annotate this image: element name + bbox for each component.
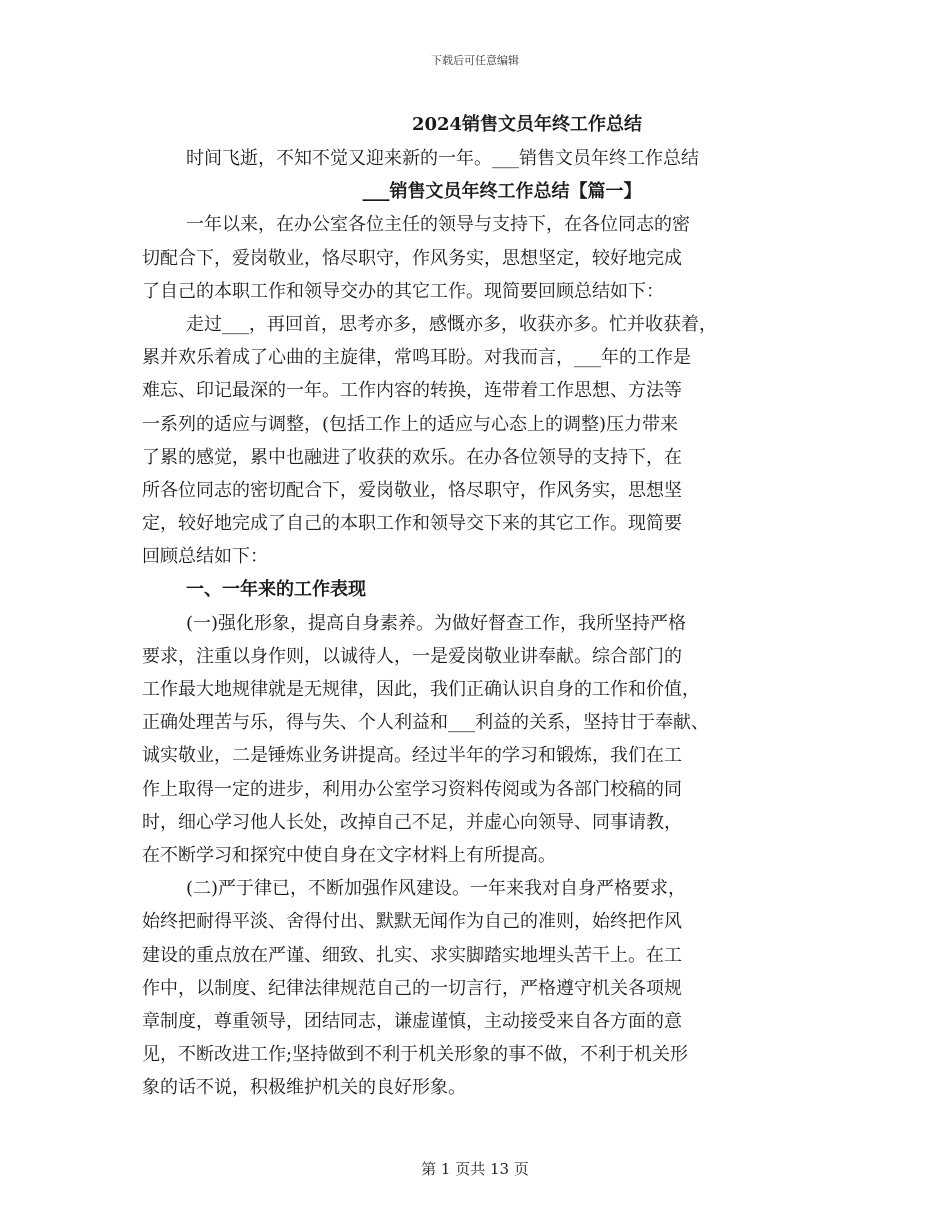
paragraph-line: 切配合下，爱岗敬业，恪尽职守，作风务实，思想坚定，较好地完成	[142, 247, 682, 269]
paragraph-line: 所各位同志的密切配合下，爱岗敬业，恪尽职守，作风务实，思想坚	[142, 479, 682, 501]
paragraph-line: (二)严于律已，不断加强作风建设。一年来我对自身严格要求，	[186, 878, 687, 900]
paragraph-line: 走过___，再回首，思考亦多，感慨亦多，收获亦多。忙并收获着，	[186, 313, 717, 335]
section-heading-work-performance: 一、一年来的工作表现	[186, 579, 366, 601]
document-body	[142, 108, 822, 1104]
paragraph-line: 作中，以制度、纪律法律规范自己的一切言行，严格遵守机关各项规	[142, 977, 682, 999]
intro-line: 时间飞逝，不知不觉又迎来新的一年。___销售文员年终工作总结	[186, 148, 699, 169]
paragraph-line: 定，较好地完成了自己的本职工作和领导交下来的其它工作。现简要	[142, 513, 682, 535]
paragraph-line: 回顾总结如下：	[142, 546, 268, 568]
paragraph-line: 章制度，尊重领导，团结同志，谦虚谨慎，主动接受来自各方面的意	[142, 1010, 682, 1032]
paragraph-line: 作上取得一定的进步，利用办公室学习资料传阅或为各部门校稿的同	[142, 778, 682, 800]
paragraph-line: 累并欢乐着成了心曲的主旋律，常鸣耳盼。对我而言，___年的工作是	[142, 347, 691, 369]
paragraph-line: 工作最大地规律就是无规律，因此，我们正确认识自身的工作和价值，	[142, 679, 700, 700]
paragraph-line: 时，细心学习他人长处，改掉自己不足，并虚心向领导、同事请教，	[142, 811, 682, 833]
paragraph-line: 一系列的适应与调整，(包括工作上的适应与心态上的调整)压力带来	[142, 413, 679, 435]
paragraph-line: 在不断学习和探究中使自身在文字材料上有所提高。	[142, 844, 556, 866]
paragraph-line: (一)强化形象，提高自身素养。为做好督查工作，我所坚持严格	[186, 612, 687, 634]
page-number-indicator: 第 1 页共 13 页	[421, 1160, 529, 1178]
paragraph-line: 诚实敬业，二是锤炼业务讲提高。经过半年的学习和锻炼，我们在工	[142, 745, 682, 767]
paragraph-line: 象的话不说，积极维护机关的良好形象。	[142, 1077, 466, 1099]
paragraph-line: 正确处理苦与乐，得与失、个人利益和___利益的关系，坚持甘于奉献、	[142, 712, 709, 734]
paragraph-line: 了自己的本职工作和领导交办的其它工作。现简要回顾总结如下：	[142, 280, 664, 302]
paragraph-line: 要求，注重以身作则，以诚待人，一是爱岗敬业讲奉献。综合部门的	[142, 645, 682, 667]
paragraph-line: 见，不断改进工作;坚持做到不利于机关形象的事不做，不利于机关形	[142, 1044, 689, 1066]
paragraph-line: 难忘、印记最深的一年。工作内容的转换，连带着工作思想、方法等	[142, 380, 682, 402]
page-header-note: 下载后可任意编辑	[431, 54, 519, 67]
paragraph-line: 了累的感觉，累中也融进了收获的欢乐。在办各位领导的支持下，在	[142, 446, 682, 468]
paragraph-line: 建设的重点放在严谨、细致、扎实、求实脚踏实地埋头苦干上。在工	[142, 944, 682, 966]
paragraph-line: 始终把耐得平淡、舍得付出、默默无闻作为自己的准则，始终把作风	[142, 911, 682, 933]
paragraph-line: 一年以来，在办公室各位主任的领导与支持下，在各位同志的密	[186, 214, 690, 236]
document-title: 2024销售文员年终工作总结	[411, 114, 643, 135]
section-heading-part-one: ___销售文员年终工作总结【篇一】	[362, 181, 642, 203]
